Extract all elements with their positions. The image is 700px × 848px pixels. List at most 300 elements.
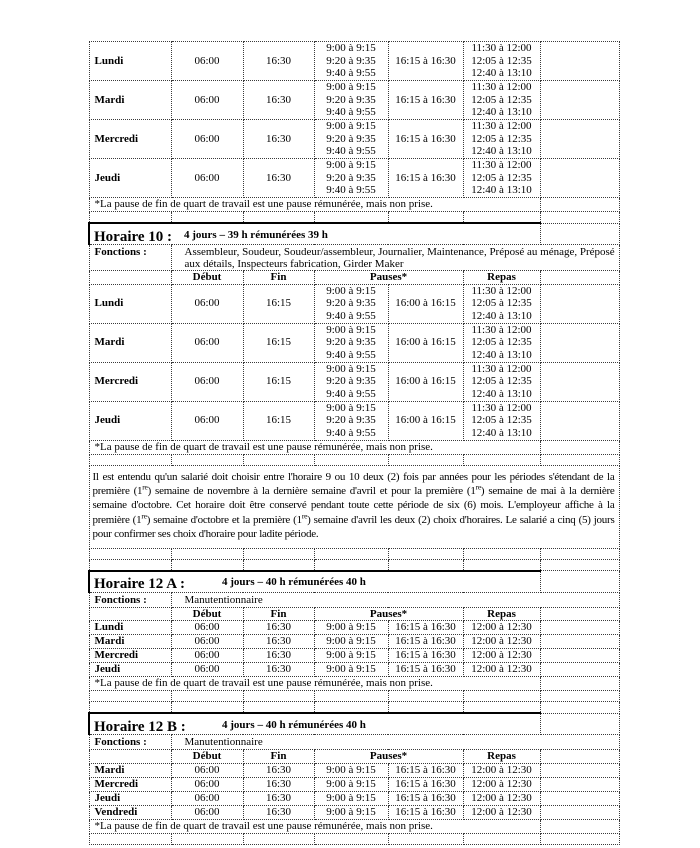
pause-pm-cell: 16:15 à 16:30 [388, 621, 463, 635]
time-line: 12:05 à 12:35 [471, 375, 532, 388]
pause-pm-cell: 16:15 à 16:30 [388, 663, 463, 677]
spacer-row [89, 454, 619, 465]
empty-cell [540, 81, 619, 120]
time-line: 12:40 à 13:10 [471, 348, 532, 361]
header-repas: Repas [463, 607, 540, 621]
spacer-cell [463, 833, 540, 844]
footnote-row [89, 440, 619, 454]
fin-cell: 16:30 [243, 621, 314, 635]
fin-cell: 16:30 [243, 635, 314, 649]
repas-cell [463, 159, 540, 198]
time-line: 9:40 à 9:55 [326, 426, 376, 439]
empty-cell [540, 440, 619, 454]
spacer-cell [388, 212, 463, 224]
empty-cell [540, 159, 619, 198]
pause-pm-cell: 16:00 à 16:15 [388, 362, 463, 401]
footnote-row [89, 819, 619, 833]
day-cell: Mardi [89, 323, 171, 362]
time-line: 9:00 à 9:15 [326, 120, 376, 133]
time-line: 9:40 à 9:55 [326, 309, 376, 322]
empty-cell [89, 607, 171, 621]
spacer-cell [243, 212, 314, 224]
time-line: 9:40 à 9:55 [326, 184, 376, 197]
pauses-am-cell: 9:00 à 9:15 [314, 791, 388, 805]
table-row [89, 42, 619, 81]
spacer-cell [89, 559, 171, 571]
header-debut: Début [171, 607, 243, 621]
repas-cell: 12:00 à 12:30 [463, 777, 540, 791]
time-line: 9:00 à 9:15 [326, 159, 376, 172]
fin-cell: 16:30 [243, 663, 314, 677]
superscript-ordinal: re [475, 482, 481, 492]
fin-cell: 16:15 [243, 362, 314, 401]
time-line: 9:40 à 9:55 [326, 67, 376, 80]
pauses-am-cell [314, 159, 388, 198]
repas-cell [463, 120, 540, 159]
empty-cell [540, 284, 619, 323]
table-row [89, 763, 619, 777]
empty-cell [540, 649, 619, 663]
debut-cell: 06:00 [171, 120, 243, 159]
table-row [89, 777, 619, 791]
debut-cell: 06:00 [171, 777, 243, 791]
spacer-cell [388, 548, 463, 559]
empty-cell [540, 571, 619, 593]
fin-cell: 16:30 [243, 42, 314, 81]
debut-cell: 06:00 [171, 42, 243, 81]
spacer-cell [463, 548, 540, 559]
fonctions-label: Fonctions : [89, 245, 171, 271]
table-row [89, 159, 619, 198]
empty-cell [540, 777, 619, 791]
spacer-cell [314, 833, 388, 844]
day-cell: Lundi [89, 621, 171, 635]
fonctions-label: Fonctions : [89, 735, 171, 750]
repas-cell: 12:00 à 12:30 [463, 791, 540, 805]
repas-cell [463, 42, 540, 81]
footnote-row [89, 198, 619, 212]
time-line: 12:05 à 12:35 [471, 297, 532, 310]
superscript-ordinal: re [301, 511, 308, 521]
repas-cell: 12:00 à 12:30 [463, 805, 540, 819]
empty-cell [540, 120, 619, 159]
debut-cell: 06:00 [171, 362, 243, 401]
spacer-cell [314, 691, 388, 702]
time-line: 12:40 à 13:10 [471, 184, 532, 197]
time-line: 9:00 à 9:15 [326, 42, 376, 55]
day-cell: Mardi [89, 635, 171, 649]
time-line: 9:00 à 9:15 [326, 81, 376, 94]
spacer-cell [89, 548, 171, 559]
spacer-cell [314, 702, 388, 714]
debut-cell: 06:00 [171, 159, 243, 198]
header-debut: Début [171, 271, 243, 285]
empty-cell [540, 362, 619, 401]
notice-paragraph [89, 465, 619, 548]
empty-cell [540, 198, 619, 212]
table-row [89, 635, 619, 649]
time-line: 12:05 à 12:35 [471, 171, 532, 184]
fin-cell: 16:30 [243, 805, 314, 819]
section-header-cell [89, 223, 540, 245]
empty-cell [540, 323, 619, 362]
debut-cell: 06:00 [171, 649, 243, 663]
pause-pm-cell: 16:15 à 16:30 [388, 81, 463, 120]
time-line: 9:40 à 9:55 [326, 387, 376, 400]
pauses-am-cell: 9:00 à 9:15 [314, 663, 388, 677]
time-line: 12:40 à 13:10 [471, 426, 532, 439]
header-pauses: Pauses* [314, 271, 463, 285]
debut-cell: 06:00 [171, 805, 243, 819]
footnote-text: *La pause de fin de quart de travail est une pause rémunérée, mais non prise. [89, 677, 540, 691]
empty-cell [540, 819, 619, 833]
debut-cell: 06:00 [171, 323, 243, 362]
time-line: 9:40 à 9:55 [326, 145, 376, 158]
footnote-text: *La pause de fin de quart de travail est une pause rémunérée, mais non prise. [89, 198, 540, 212]
spacer-cell [540, 833, 619, 844]
pause-pm-cell: 16:15 à 16:30 [388, 159, 463, 198]
spacer-cell [89, 691, 171, 702]
empty-cell [89, 750, 171, 764]
spacer-cell [540, 548, 619, 559]
footnote-text: *La pause de fin de quart de travail est une pause rémunérée, mais non prise. [89, 440, 540, 454]
debut-cell: 06:00 [171, 284, 243, 323]
pause-pm-cell: 16:15 à 16:30 [388, 635, 463, 649]
table-row [89, 791, 619, 805]
empty-cell [540, 621, 619, 635]
time-line: 12:05 à 12:35 [471, 54, 532, 67]
time-line: 9:20 à 9:35 [326, 375, 376, 388]
time-line: 9:40 à 9:55 [326, 106, 376, 119]
pauses-am-cell: 9:00 à 9:15 [314, 777, 388, 791]
paragraph-text: ) semaine de novembre à la dernière semaine d'avril et pour la première (1 [147, 484, 476, 497]
empty-cell [540, 805, 619, 819]
empty-cell [540, 42, 619, 81]
spacer-row [89, 548, 619, 559]
time-line: 9:00 à 9:15 [326, 323, 376, 336]
time-line: 12:40 à 13:10 [471, 309, 532, 322]
fin-cell: 16:15 [243, 401, 314, 440]
fin-cell: 16:30 [243, 791, 314, 805]
time-line: 9:20 à 9:35 [326, 54, 376, 67]
pause-pm-cell: 16:15 à 16:30 [388, 791, 463, 805]
footnote-row [89, 677, 619, 691]
time-line: 9:20 à 9:35 [326, 414, 376, 427]
fin-cell: 16:30 [243, 777, 314, 791]
spacer-cell [89, 454, 171, 465]
table-row [89, 663, 619, 677]
spacer-cell [171, 548, 243, 559]
empty-cell [540, 635, 619, 649]
fin-cell: 16:15 [243, 323, 314, 362]
time-line: 12:05 à 12:35 [471, 336, 532, 349]
day-cell: Jeudi [89, 791, 171, 805]
debut-cell: 06:00 [171, 635, 243, 649]
repas-cell: 12:00 à 12:30 [463, 621, 540, 635]
time-line: 11:30 à 12:00 [471, 284, 532, 297]
spacer-cell [89, 833, 171, 844]
pauses-am-cell: 9:00 à 9:15 [314, 621, 388, 635]
spacer-cell [314, 454, 388, 465]
spacer-cell [388, 454, 463, 465]
pause-pm-cell: 16:00 à 16:15 [388, 284, 463, 323]
time-line: 11:30 à 12:00 [471, 81, 532, 94]
day-cell: Mardi [89, 763, 171, 777]
pause-pm-cell: 16:15 à 16:30 [388, 805, 463, 819]
column-header-row [89, 607, 619, 621]
spacer-cell [388, 702, 463, 714]
fonctions-value: Assembleur, Soudeur, Soudeur/assembleur, Journalier, Maintenance, Préposé au ménage, Préposé aux détails, Inspecteurs fabrication, Girder Maker [171, 245, 619, 271]
spacer-cell [388, 559, 463, 571]
column-header-row [89, 271, 619, 285]
section-subtitle: 4 jours – 40 h rémunérées 40 h [222, 718, 366, 731]
debut-cell: 06:00 [171, 663, 243, 677]
empty-cell [540, 223, 619, 245]
spacer-cell [243, 559, 314, 571]
time-line: 11:30 à 12:00 [471, 42, 532, 55]
spacer-cell [540, 702, 619, 714]
spacer-cell [463, 691, 540, 702]
day-cell: Mercredi [89, 120, 171, 159]
spacer-cell [540, 691, 619, 702]
fonctions-row [89, 245, 619, 271]
table-row [89, 323, 619, 362]
pauses-am-cell [314, 401, 388, 440]
header-debut: Début [171, 750, 243, 764]
spacer-cell [243, 454, 314, 465]
table-row [89, 805, 619, 819]
spacer-cell [540, 212, 619, 224]
fin-cell: 16:30 [243, 763, 314, 777]
spacer-cell [243, 548, 314, 559]
spacer-cell [463, 559, 540, 571]
time-line: 12:05 à 12:35 [471, 414, 532, 427]
section-header-cell [89, 571, 540, 593]
pause-pm-cell: 16:15 à 16:30 [388, 649, 463, 663]
debut-cell: 06:00 [171, 81, 243, 120]
day-cell: Mercredi [89, 362, 171, 401]
debut-cell: 06:00 [171, 401, 243, 440]
fin-cell: 16:30 [243, 120, 314, 159]
fonctions-row [89, 592, 619, 607]
spacer-cell [243, 833, 314, 844]
time-line: 9:20 à 9:35 [326, 171, 376, 184]
spacer-cell [463, 212, 540, 224]
header-fin: Fin [243, 271, 314, 285]
day-cell: Jeudi [89, 663, 171, 677]
day-cell: Mardi [89, 81, 171, 120]
time-line: 12:40 à 13:10 [471, 67, 532, 80]
header-repas: Repas [463, 750, 540, 764]
superscript-ordinal: re [141, 511, 147, 521]
empty-cell [540, 791, 619, 805]
day-cell: Lundi [89, 284, 171, 323]
paragraph-text: ) semaine de mai à la dernière semaine d'octobre. Cet horaire doit être conservé pendant toute cette période de six (6) mois. L'employeur affiche à la première (1 [92, 484, 615, 526]
pause-pm-cell: 16:15 à 16:30 [388, 763, 463, 777]
time-line: 12:05 à 12:35 [471, 93, 532, 106]
fin-cell: 16:30 [243, 81, 314, 120]
column-header-row [89, 750, 619, 764]
time-line: 9:00 à 9:15 [326, 401, 376, 414]
pauses-am-cell [314, 81, 388, 120]
header-fin: Fin [243, 750, 314, 764]
paragraph-text: ) semaine d'octobre et la première (1 [146, 513, 302, 526]
footnote-text: *La pause de fin de quart de travail est une pause rémunérée, mais non prise. [89, 819, 540, 833]
pauses-am-cell: 9:00 à 9:15 [314, 635, 388, 649]
table-row [89, 362, 619, 401]
fonctions-value: Manutentionnaire [171, 735, 619, 750]
time-line: 11:30 à 12:00 [471, 120, 532, 133]
spacer-row [89, 691, 619, 702]
header-repas: Repas [463, 271, 540, 285]
fin-cell: 16:30 [243, 159, 314, 198]
debut-cell: 06:00 [171, 621, 243, 635]
spacer-cell [540, 454, 619, 465]
pauses-am-cell: 9:00 à 9:15 [314, 805, 388, 819]
spacer-cell [171, 691, 243, 702]
pauses-am-cell [314, 284, 388, 323]
table-row [89, 284, 619, 323]
time-line: 9:20 à 9:35 [326, 297, 376, 310]
debut-cell: 06:00 [171, 763, 243, 777]
pause-pm-cell: 16:15 à 16:30 [388, 42, 463, 81]
pauses-am-cell [314, 42, 388, 81]
repas-cell: 12:00 à 12:30 [463, 649, 540, 663]
time-line: 11:30 à 12:00 [471, 401, 532, 414]
header-pauses: Pauses* [314, 607, 463, 621]
time-line: 9:20 à 9:35 [326, 93, 376, 106]
empty-cell [540, 750, 619, 764]
day-cell: Jeudi [89, 159, 171, 198]
section-header-row [89, 223, 619, 245]
repas-cell: 12:00 à 12:30 [463, 663, 540, 677]
day-cell: Vendredi [89, 805, 171, 819]
spacer-cell [89, 212, 171, 224]
section-title: Horaire 12 A : [94, 576, 185, 593]
spacer-row [89, 559, 619, 571]
section-header-row [89, 713, 619, 735]
repas-cell [463, 401, 540, 440]
repas-cell [463, 284, 540, 323]
table-row [89, 81, 619, 120]
spacer-cell [243, 691, 314, 702]
empty-cell [540, 401, 619, 440]
table-row [89, 120, 619, 159]
superscript-ordinal: re [142, 482, 148, 492]
spacer-cell [89, 702, 171, 714]
empty-cell [540, 271, 619, 285]
empty-cell [540, 713, 619, 735]
empty-cell [540, 607, 619, 621]
time-line: 12:40 à 13:10 [471, 145, 532, 158]
spacer-cell [540, 559, 619, 571]
section-header-cell [89, 713, 540, 735]
repas-cell: 12:00 à 12:30 [463, 635, 540, 649]
spacer-cell [463, 702, 540, 714]
table-row [89, 621, 619, 635]
spacer-cell [171, 559, 243, 571]
repas-cell [463, 81, 540, 120]
fonctions-label: Fonctions : [89, 592, 171, 607]
time-line: 9:00 à 9:15 [326, 362, 376, 375]
empty-cell [540, 763, 619, 777]
spacer-cell [171, 454, 243, 465]
spacer-cell [314, 559, 388, 571]
pauses-am-cell: 9:00 à 9:15 [314, 649, 388, 663]
spacer-cell [388, 833, 463, 844]
pause-pm-cell: 16:15 à 16:30 [388, 777, 463, 791]
section-title: Horaire 10 : [94, 228, 173, 245]
empty-cell [540, 677, 619, 691]
pauses-am-cell [314, 362, 388, 401]
spacer-cell [314, 548, 388, 559]
time-line: 12:40 à 13:10 [471, 106, 532, 119]
pauses-am-cell: 9:00 à 9:15 [314, 763, 388, 777]
time-line: 9:40 à 9:55 [326, 348, 376, 361]
day-cell: Mercredi [89, 649, 171, 663]
header-pauses: Pauses* [314, 750, 463, 764]
time-line: 11:30 à 12:00 [471, 323, 532, 336]
spacer-cell [314, 212, 388, 224]
table-row [89, 401, 619, 440]
time-line: 12:40 à 13:10 [471, 387, 532, 400]
spacer-cell [463, 454, 540, 465]
spacer-cell [388, 691, 463, 702]
section-subtitle: 4 jours – 39 h rémunérées 39 h [184, 228, 328, 241]
paragraph-text: ) semaine d'avril les deux (2) choix d'horaires. Le salarié a cinq (5) jours pour confirmer ses choix d'horaire pour ladite période. [92, 513, 615, 541]
paragraph-text: Il est entendu qu'un salarié doit choisir entre l'horaire 9 ou 10 deux (2) fois par années pour les périodes s'étendant de la première (1 [92, 470, 615, 497]
spacer-cell [171, 833, 243, 844]
section-title: Horaire 12 B : [94, 718, 186, 735]
time-line: 11:30 à 12:00 [471, 362, 532, 375]
pauses-am-cell [314, 120, 388, 159]
spacer-cell [171, 212, 243, 224]
pauses-am-cell [314, 323, 388, 362]
pause-pm-cell: 16:00 à 16:15 [388, 401, 463, 440]
section-subtitle: 4 jours – 40 h rémunérées 40 h [222, 576, 366, 589]
paragraph-row [89, 465, 619, 548]
section-header-row [89, 571, 619, 593]
repas-cell [463, 362, 540, 401]
day-cell: Mercredi [89, 777, 171, 791]
empty-cell [540, 663, 619, 677]
spacer-row [89, 833, 619, 844]
day-cell: Jeudi [89, 401, 171, 440]
fonctions-row [89, 735, 619, 750]
day-cell: Lundi [89, 42, 171, 81]
time-line: 12:05 à 12:35 [471, 132, 532, 145]
spacer-row [89, 212, 619, 224]
empty-cell [89, 271, 171, 285]
header-fin: Fin [243, 607, 314, 621]
fin-cell: 16:30 [243, 649, 314, 663]
time-line: 9:20 à 9:35 [326, 132, 376, 145]
time-line: 9:20 à 9:35 [326, 336, 376, 349]
repas-cell: 12:00 à 12:30 [463, 763, 540, 777]
fin-cell: 16:15 [243, 284, 314, 323]
fonctions-value: Manutentionnaire [171, 592, 619, 607]
spacer-cell [171, 702, 243, 714]
pause-pm-cell: 16:15 à 16:30 [388, 120, 463, 159]
time-line: 9:00 à 9:15 [326, 284, 376, 297]
spacer-row [89, 702, 619, 714]
spacer-cell [243, 702, 314, 714]
repas-cell [463, 323, 540, 362]
pause-pm-cell: 16:00 à 16:15 [388, 323, 463, 362]
debut-cell: 06:00 [171, 791, 243, 805]
schedule-table [88, 41, 620, 845]
table-row [89, 649, 619, 663]
